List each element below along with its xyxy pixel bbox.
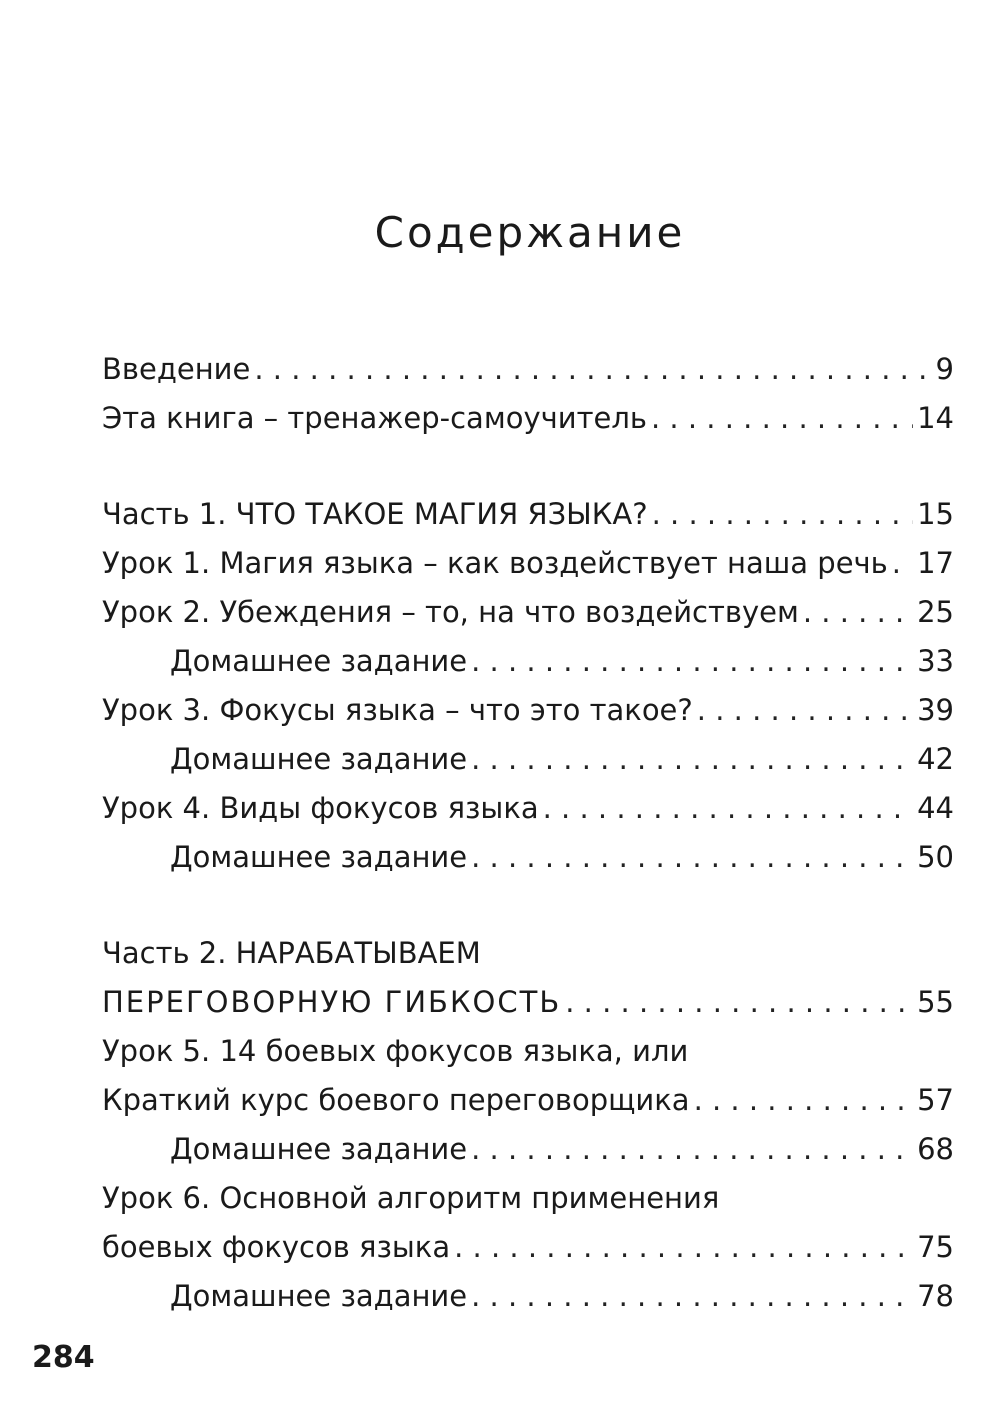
toc-entry-page: 39 <box>917 693 954 727</box>
section-gap <box>102 443 954 490</box>
dot-leader <box>543 784 913 833</box>
toc-entry-lesson-4 <box>102 784 954 833</box>
toc-entry-lesson-3 <box>102 686 954 735</box>
toc-entry-homework <box>102 833 954 882</box>
dot-leader <box>892 539 913 588</box>
toc-entry-part-1 <box>102 490 954 539</box>
dot-leader <box>697 686 913 735</box>
toc-entry-about-book <box>102 394 954 443</box>
dot-leader <box>651 394 913 443</box>
toc-entry-homework <box>102 735 954 784</box>
toc-entry-lesson-2 <box>102 588 954 637</box>
toc-entry-page: 44 <box>917 791 954 825</box>
toc-entry-page: 78 <box>917 1279 954 1313</box>
toc-entry-label: Часть 1. ЧТО ТАКОЕ МАГИЯ ЯЗЫКА? <box>102 497 648 531</box>
toc-entry-label: Домашнее задание <box>170 840 468 874</box>
toc-entry-label: Введение <box>102 352 251 386</box>
toc-entry-page: 14 <box>917 401 954 435</box>
toc-entry-label: Домашнее задание <box>170 1132 468 1166</box>
dot-leader <box>471 637 913 686</box>
toc-entry-page: 17 <box>917 546 954 580</box>
toc-entry-part-2 <box>102 978 954 1027</box>
toc-entry-page: 55 <box>917 985 954 1019</box>
toc-entry-part-2-line-1: Часть 2. НАРАБАТЫВАЕМ <box>102 936 481 970</box>
toc-entry-lesson-6 <box>102 1223 954 1272</box>
toc-entry-page: 75 <box>917 1230 954 1264</box>
toc-entry-homework <box>102 1125 954 1174</box>
toc-entry-page: 68 <box>917 1132 954 1166</box>
page-number: 284 <box>32 1340 95 1375</box>
dot-leader <box>471 1125 913 1174</box>
toc-entry-homework <box>102 1272 954 1321</box>
toc-entry-page: 33 <box>917 644 954 678</box>
toc-entry-label: ПЕРЕГОВОРНУЮ ГИБКОСТЬ <box>102 985 562 1019</box>
toc-entry-label: Урок 4. Виды фокусов языка <box>102 791 539 825</box>
dot-leader <box>694 1076 914 1125</box>
toc-entry-lesson-5-line-1: Урок 5. 14 боевых фокусов языка, или <box>102 1034 689 1068</box>
toc-entry-label: Домашнее задание <box>170 1279 468 1313</box>
section-gap <box>102 882 954 929</box>
dot-leader <box>254 345 931 394</box>
toc-entry-page: 9 <box>935 352 954 386</box>
toc-entry-page: 42 <box>917 742 954 776</box>
toc-entry-page: 50 <box>917 840 954 874</box>
toc-entry-label: Эта книга – тренажер-самоучитель <box>102 401 647 435</box>
dot-leader <box>471 735 913 784</box>
toc-entry-homework <box>102 637 954 686</box>
toc-entry-page: 57 <box>917 1083 954 1117</box>
toc-entry-label: Краткий курс боевого переговорщика <box>102 1083 690 1117</box>
toc-entry-lesson-6-line-1: Урок 6. Основной алгоритм применения <box>102 1181 720 1215</box>
toc-entry-lesson-1 <box>102 539 954 588</box>
toc-entry-page: 15 <box>917 497 954 531</box>
toc-entry-page: 25 <box>917 595 954 629</box>
dot-leader <box>471 1272 913 1321</box>
dot-leader <box>803 588 913 637</box>
toc-entry-label: Урок 3. Фокусы языка – что это такое? <box>102 693 693 727</box>
dot-leader <box>565 978 913 1027</box>
toc-entry-label: Урок 2. Убеждения – то, на что воздействуем <box>102 595 799 629</box>
dot-leader <box>652 490 914 539</box>
toc-entry-introduction <box>102 345 954 394</box>
dot-leader <box>471 833 913 882</box>
toc-entry-label: Урок 1. Магия языка – как воздействует наша речь <box>102 546 888 580</box>
toc-entry-label: Домашнее задание <box>170 742 468 776</box>
table-of-contents <box>102 345 954 1321</box>
toc-entry-label: Домашнее задание <box>170 644 468 678</box>
toc-entry-lesson-5 <box>102 1076 954 1125</box>
dot-leader <box>454 1223 913 1272</box>
toc-entry-label: боевых фокусов языка <box>102 1230 451 1264</box>
page-title: Содержание <box>374 208 686 257</box>
